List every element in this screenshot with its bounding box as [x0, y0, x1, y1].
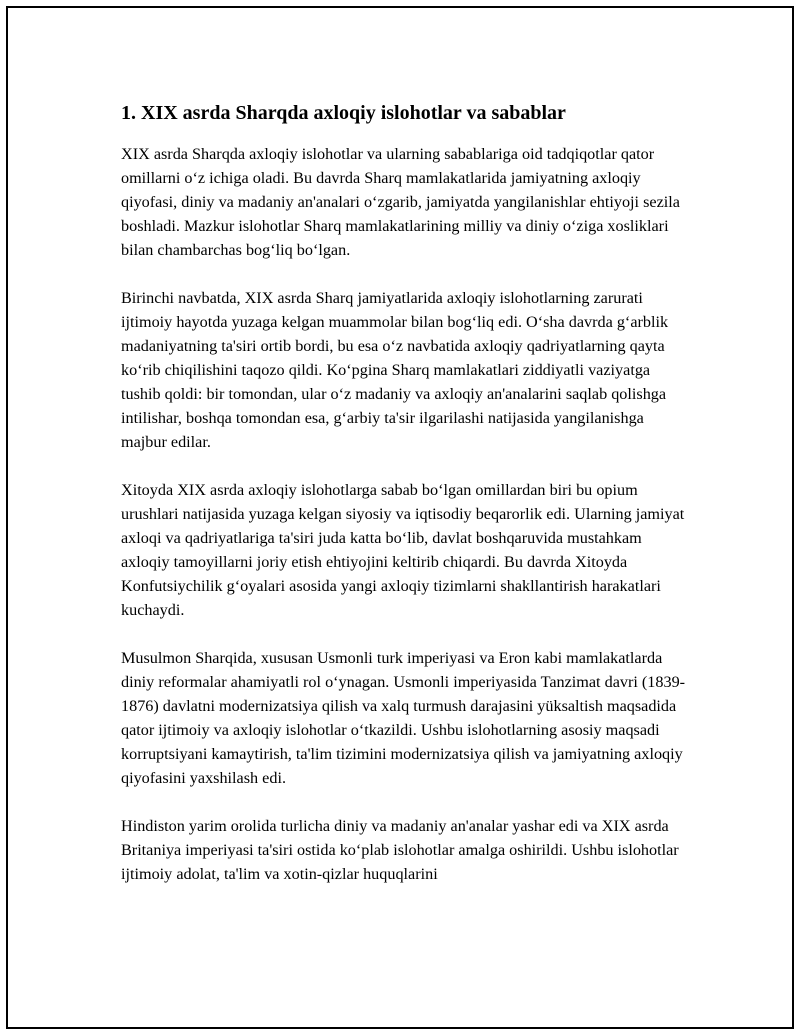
document-body — [121, 100, 693, 910]
section-heading: 1. XIX asrda Sharqda axloqiy islohotlar va sabablar — [121, 102, 566, 124]
paragraph-3: Xitoyda XIX asrda axloqiy islohotlarga sabab bo‘lgan omillardan biri bu opium urushlari natijasida yuzaga kelgan siyosiy va iqtisodiy beqarorlik edi. Ularning jamiyat axloqi va qadriyatlariga ta'siri juda katta bo‘lib, davlat boshqaruvida mustahkam axloqiy tamoyillarni joriy etish ehtiyojini keltirib chiqardi. Bu davrda Xitoyda Konfutsiychilik g‘oyalari asosida yangi axloqiy tizimlarni shakllantirish harakatlari kuchaydi. — [121, 481, 685, 619]
paragraph-5: Hindiston yarim orolida turlicha diniy va madaniy an'analar yashar edi va XIX asrda Britaniya imperiyasi ta'siri ostida ko‘plab islohotlar amalga oshirildi. Ushbu islohotlar ijtimoiy adolat, ta'lim va xotin-qizlar huquqlarini — [121, 817, 679, 883]
paragraph-4: Musulmon Sharqida, xususan Usmonli turk imperiyasi va Eron kabi mamlakatlarda diniy reformalar ahamiyatli rol o‘ynagan. Usmonli imperiyasida Tanzimat davri (1839-1876) davlatni modernizatsiya qilish va xalq turmush darajasini yüksaltish maqsadida qator ijtimoiy va axloqiy islohotlar o‘tkazildi. Ushbu islohotlarning asosiy maqsadi korruptsiyani kamaytirish, ta'lim tizimini modernizatsiya qilish va jamiyatning axloqiy qiyofasini yaxshilash edi. — [121, 649, 686, 787]
document-page — [6, 6, 794, 1029]
paragraph-1: XIX asrda Sharqda axloqiy islohotlar va ularning sabablariga oid tadqiqotlar qator omillarni o‘z ichiga oladi. Bu davrda Sharq mamlakatlarida jamiyatning axloqiy qiyofasi, diniy va madaniy an'analari o‘zgarib, jamiyatda yangilanishlar ehtiyoji sezila boshladi. Mazkur islohotlar Sharq mamlakatlarining milliy va diniy o‘ziga xosliklari bilan chambarchas bog‘liq bo‘lgan. — [121, 145, 680, 259]
paragraph-2: Birinchi navbatda, XIX asrda Sharq jamiyatlarida axloqiy islohotlarning zarurati ijtimoiy hayotda yuzaga kelgan muammolar bilan bog‘liq edi. O‘sha davrda g‘arblik madaniyatning ta'siri ortib bordi, bu esa o‘z navbatida axloqiy qadriyatlarning qayta ko‘rib chiqilishini taqozo qildi. Ko‘pgina Sharq mamlakatlari ziddiyatli vaziyatga tushib qoldi: bir tomondan, ular o‘z madaniy va axloqiy an'analarini saqlab qolishga intilishar, boshqa tomondan esa, g‘arbiy ta'sir ilgarilashi natijasida yangilanishga majbur edilar. — [121, 289, 669, 451]
